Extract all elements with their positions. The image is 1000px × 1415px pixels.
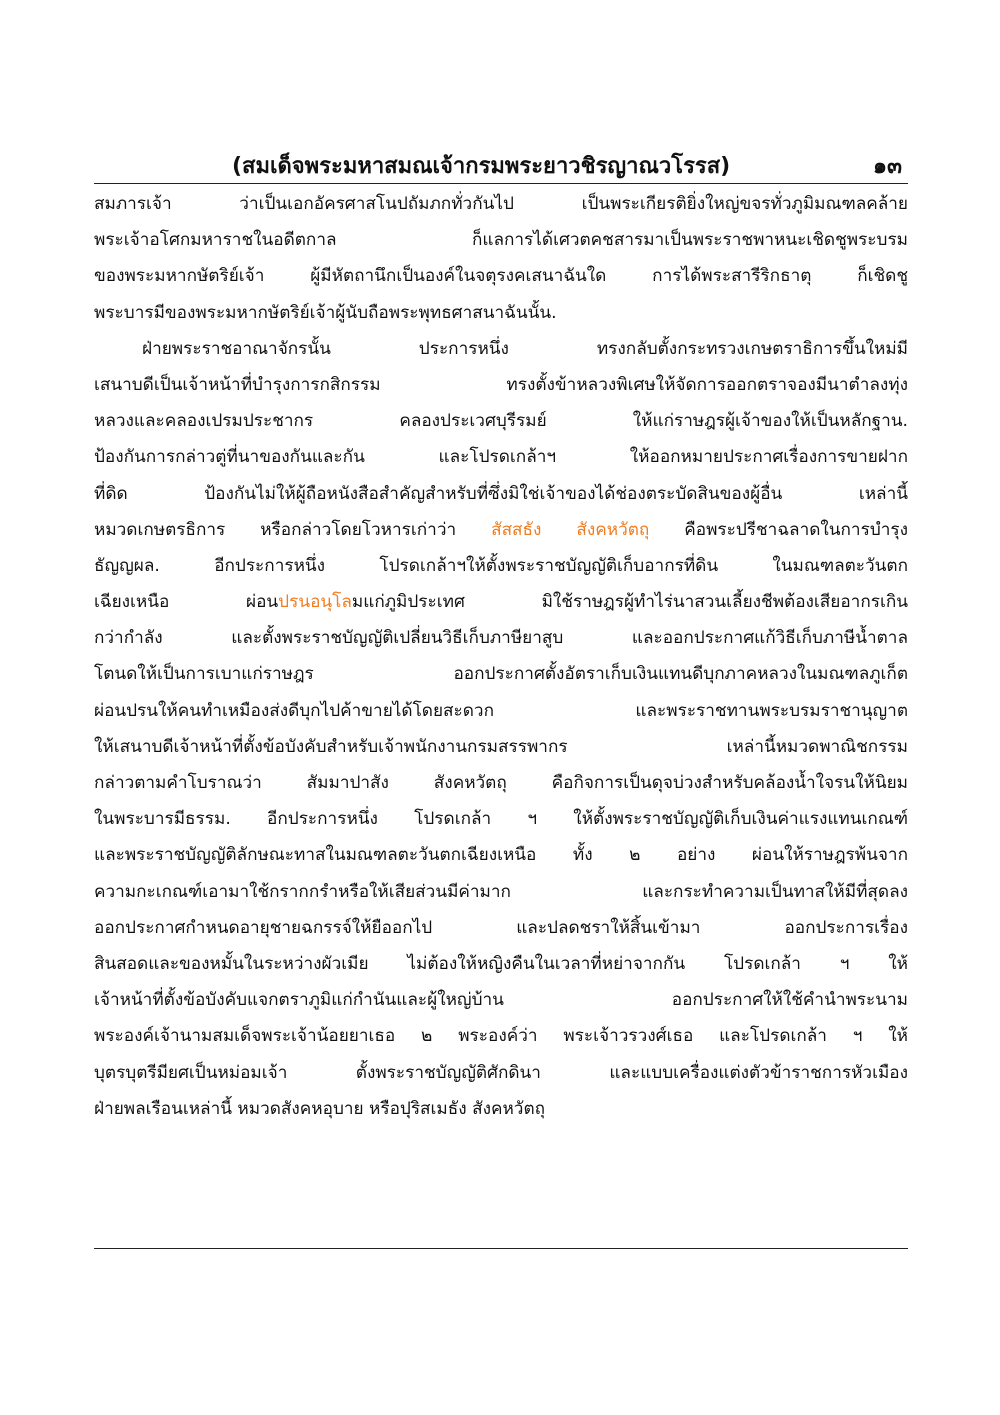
header-title: (สมเด็จพระมหาสมณเจ้ากรมพระยาวชิรญาณวโรรส) <box>232 154 731 179</box>
text-line: ให้เสนาบดีเจ้าหน้าที่ตั้งข้อบังคับสำหรับเจ้าพนักงานกรมสรรพากร เหล่านี้หมวดพาณิชกรรม <box>94 736 908 757</box>
text-line: สินสอดและของหมั้นในระหว่างผัวเมีย ไม่ต้องให้หญิงคืนในเวลาที่หย่าจากกัน โปรดเกล้า ฯ ให้ <box>94 953 908 974</box>
text-line: พระองค์เจ้านามสมเด็จพระเจ้าน้อยยาเธอ ๒ พระองค์ว่า พระเจ้าวรวงศ์เธอ และโปรดเกล้า ฯ ให้ <box>94 1026 908 1047</box>
text-line: บุตรบุตรีมียศเป็นหม่อมเจ้า ตั้งพระราชบัญญัติศักดินา และแบบเครื่องแต่งตัวข้าราชการหัวเมือง <box>94 1062 908 1083</box>
text-line <box>94 512 908 548</box>
text-segment: เฉียงเหนือ ผ่อน <box>94 592 279 613</box>
text-line: ฝ่ายพลเรือนเหล่านี้ หมวดสังคหอุบาย หรือปุริสเมธัง สังคหวัตถุ <box>94 1098 546 1119</box>
text-line: สมภารเจ้า ว่าเป็นเอกอัครศาสโนปถัมภกทั่วกันไป เป็นพระเกียรติยิ่งใหญ่ขจรทั่วภูมิมณฑลคล้าย <box>94 194 908 214</box>
text-line: เจ้าหน้าที่ตั้งข้อบังคับแจกตราภูมิแก่กำนันและผู้ใหญ่บ้าน ออกประกาศให้ใช้คำนำพระนาม <box>94 990 908 1011</box>
text-line <box>94 584 908 620</box>
page-number: ๑๓ <box>872 154 902 179</box>
body-text <box>94 186 908 1127</box>
text-line: พระเจ้าอโศกมหาราชในอดีตกาล ก็แลการได้เศวตคชสารมาเป็นพระราชพาหนะเชิดชูพระบรม <box>94 230 908 251</box>
text-line: และพระราชบัญญัติลักษณะทาสในมณฑลตะวันตกเฉียงเหนือ ทั้ง ๒ อย่าง ผ่อนให้ราษฎรพ้นจาก <box>94 845 908 866</box>
text-line: พระบารมีของพระมหากษัตริย์เจ้าผู้นับถือพระพุทธศาสนาฉันนั้น. <box>94 302 557 323</box>
text-line: หลวงและคลองเปรมประชากร คลองประเวศบุรีรมย์ ให้แก่ราษฎรผู้เจ้าของให้เป็นหลักฐาน. <box>94 411 908 432</box>
text-line: ป้องกันการกล่าวตู่ที่นาของกันและกัน และโปรดเกล้าฯ ให้ออกหมายประกาศเรื่องการขายฝาก <box>94 447 908 468</box>
text-line: ของพระมหากษัตริย์เจ้า ผู้มีหัตถานึกเป็นองค์ในจตุรงคเสนาฉันใด การได้พระสารีริกธาตุ ก็เชิดชู <box>94 266 908 287</box>
text-line: ความกะเกณฑ์เอามาใช้กรากกรำหรือให้เสียส่วนมีค่ามาก และกระทำความเป็นทาสให้มีที่สุดลง <box>94 881 908 902</box>
running-header <box>94 144 908 184</box>
text-line: กล่าวตามคำโบราณว่า สัมมาปาสัง สังคหวัตถุ คือกิจการเป็นดุจบ่วงสำหรับคล้องน้ำใจรนให้นิยม <box>94 773 908 793</box>
highlighted-term: ปรนอนุโล <box>278 592 352 613</box>
header-rule <box>94 183 908 184</box>
text-line: ในพระบารมีธรรม. อีกประการหนึ่ง โปรดเกล้า ฯ ให้ตั้งพระราชบัญญัติเก็บเงินค่าแรงแทนเกณฑ์ <box>94 809 908 830</box>
text-line: ฝ่ายพระราชอาณาจักรนั้น ประการหนึ่ง ทรงกลับตั้งกระทรวงเกษตราธิการขึ้นใหม่มี <box>142 338 908 359</box>
text-line: ผ่อนปรนให้คนทำเหมืองส่งดีบุกไปค้าขายได้โดยสะดวก และพระราชทานพระบรมราชานุญาต <box>94 700 908 721</box>
text-line: ที่ดิด ป้องกันไม่ให้ผู้ถือหนังสือสำคัญสำหรับที่ซึ่งมิใช่เจ้าของได้ช่องตระบัดสินของผู้อื่น เหล่านี้ <box>94 483 908 504</box>
text-line: ออกประกาศกำหนดอายุชายฉกรรจ์ให้ยืออกไป และปลดชราให้สิ้นเข้ามา ออกประการเรื่อง <box>94 917 908 938</box>
highlighted-term: สัสสธัง สังคหวัตถุ <box>491 519 650 540</box>
text-line: โตนดให้เป็นการเบาแก่ราษฎร ออกประกาศตั้งอัตราเก็บเงินแทนดีบุกภาคหลวงในมณฑลภูเก็ต <box>94 664 908 685</box>
text-line: ธัญญผล. อีกประการหนึ่ง โปรดเกล้าฯให้ตั้งพระราชบัญญัติเก็บอากรที่ดิน ในมณฑลตะวันตก <box>94 555 908 576</box>
text-line: เสนาบดีเป็นเจ้าหน้าที่บำรุงการกสิกรรม ทรงตั้งข้าหลวงพิเศษให้จัดการออกตราจองมีนาตำลงทุ่ง <box>94 374 908 395</box>
footer-rule <box>94 1248 908 1249</box>
text-line: กว่ากำลัง และตั้งพระราชบัญญัติเปลี่ยนวิธีเก็บภาษียาสูบ และออกประกาศแก้วิธีเก็บภาษีน้ำตาล <box>94 628 908 649</box>
text-segment: หมวดเกษตรธิการ หรือกล่าวโดยโวหารเก่าว่า <box>94 519 492 540</box>
text-segment: มแก่ภูมิประเทศ มิใช้ราษฎรผู้ทำไร่นาสวนเลี้ยงชีพต้องเสียอากรเกิน <box>351 592 908 613</box>
text-segment: คือพระปรีชาฉลาดในการบำรุง <box>649 519 908 540</box>
